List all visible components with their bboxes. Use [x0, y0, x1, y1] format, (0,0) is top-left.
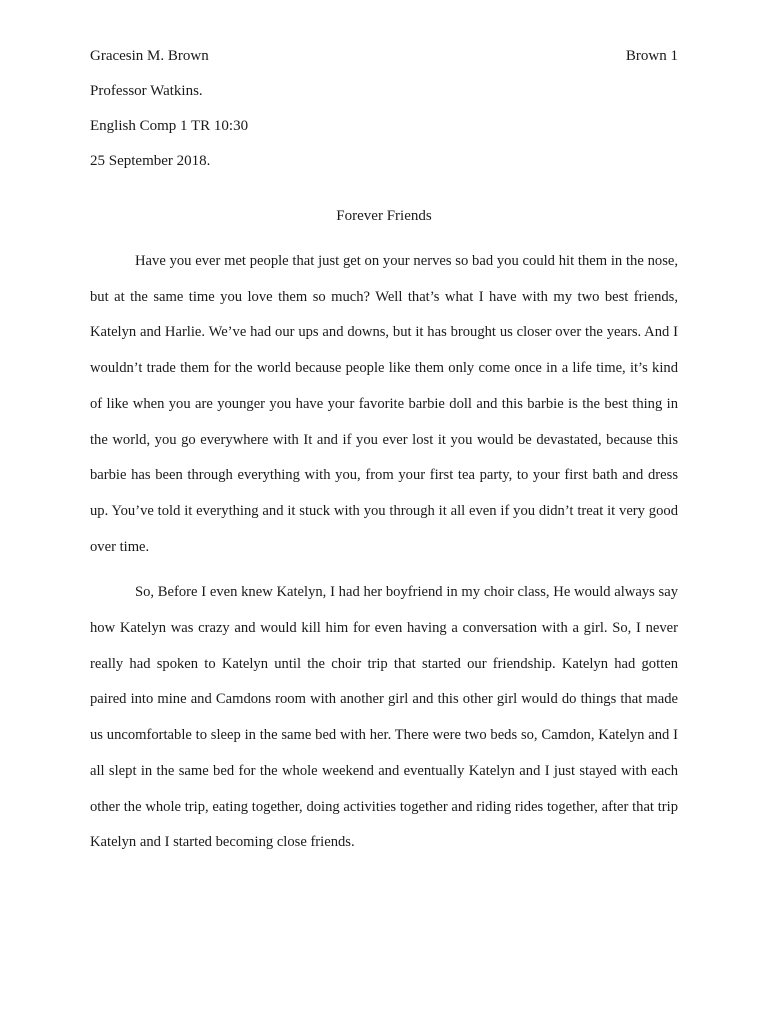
- running-head-page-number: Brown 1: [625, 48, 678, 64]
- date-line: 25 September 2018.: [90, 153, 211, 169]
- paragraph-1: Have you ever met people that just get on your nerves so bad you could hit them in the nose, but at the same time you love them so much? Well that’s what I have with my two best friends, Katelyn and Harlie. We’ve had our ups and downs, but it has brought us closer over the years. And I wouldn’t trade them for the world because people like them only come once in a life time, it’s kind of like when you are younger you have your favorite barbie doll and this barbie is the best thing in the world, you go everywhere with It and if you ever lost it you would be devastated, because this barbie has been through everything with you, from your first tea party, to your first bath and dress up. You’ve told it everything and it stuck with you through it all even if you didn’t treat it very good over time.: [90, 253, 678, 555]
- professor-name: Professor Watkins.: [90, 83, 203, 99]
- author-name: Gracesin M. Brown: [90, 48, 209, 64]
- paragraph-2: So, Before I even knew Katelyn, I had her boyfriend in my choir class, He would always say how Katelyn was crazy and would kill him for even having a conversation with a girl. So, I never really had spoken to Katelyn until the choir trip that started our friendship. Katelyn had gotten paired into mine and Camdons room with another girl and this other girl would do things that made us uncomfortable to sleep in the same bed with her. There were two beds so, Camdon, Katelyn and I all slept in the same bed for the whole weekend and eventually Katelyn and I just stayed with each other the whole trip, eating together, doing activities together and riding rides together, after that trip Katelyn and I started becoming close friends.: [90, 584, 678, 851]
- course-name: English Comp 1 TR 10:30: [90, 118, 249, 134]
- mla-heading: [90, 47, 678, 187]
- essay-title: Forever Friends: [336, 208, 432, 224]
- essay-body: [90, 244, 678, 861]
